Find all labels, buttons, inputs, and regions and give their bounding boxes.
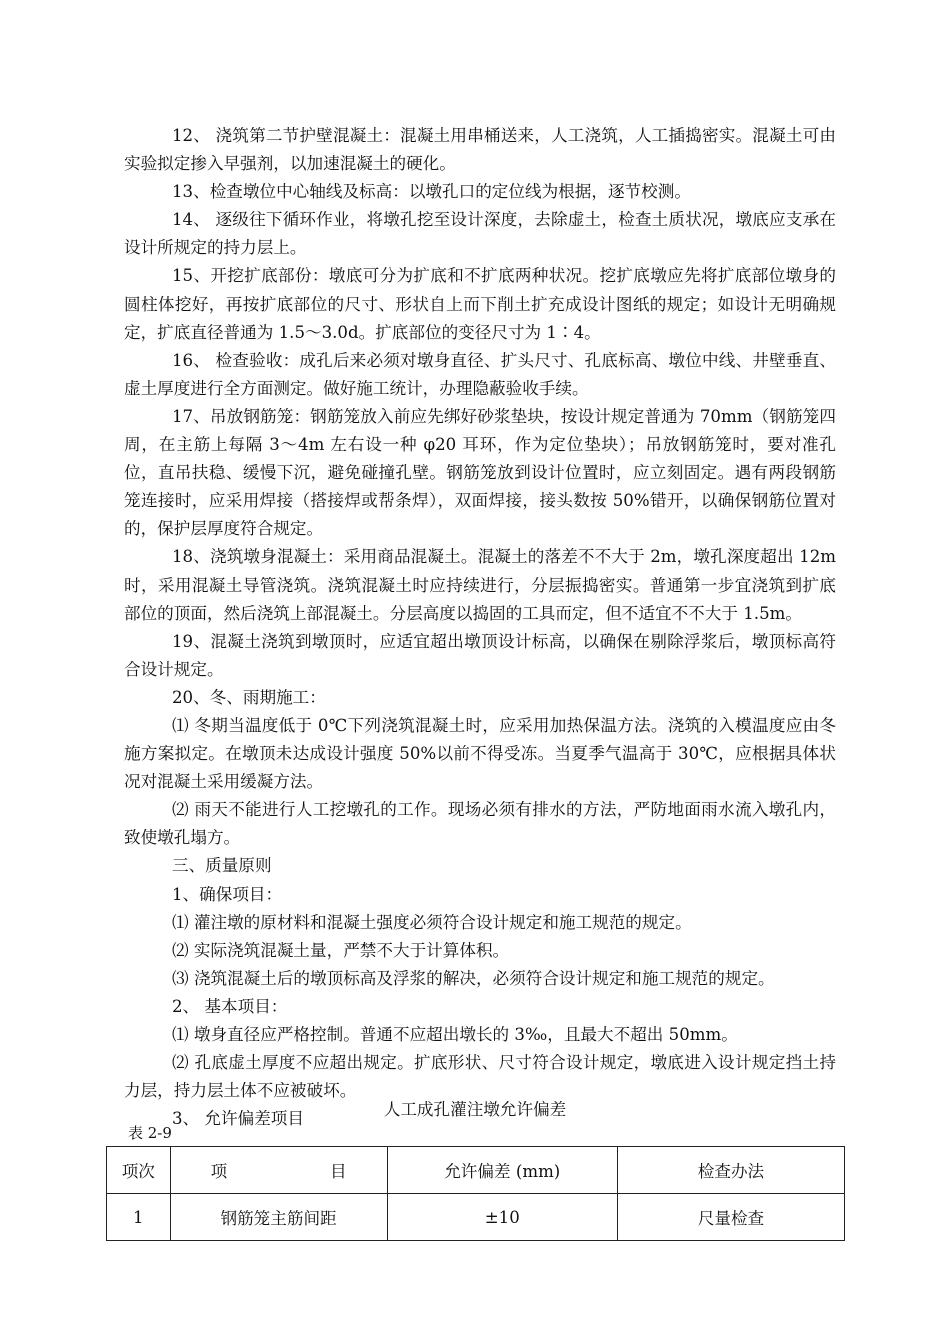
paragraph: 18、浇筑墩身混凝土：采用商品混凝土。混凝土的落差不不大于 2m，墩孔深度超出 12m 时，采用混凝土导管浇筑。浇筑混凝土时应持续进行，分层振捣密实。普通第一步宜浇筑到扩底部位的顶面，然后浇筑上部混凝土。分层高度以捣固的工具而定，但不适宜不不大于 1.5m。 (124, 547, 836, 623)
table-caption: 人工成孔灌注墩允许偏差 (383, 1100, 567, 1119)
header-item-part1: 项 (210, 1162, 228, 1181)
paragraph: ⑵ 雨天不能进行人工挖墩孔的工作。现场必须有排水的方法，严防地面雨水流入墩孔内，致使墩孔塌方。 (124, 800, 836, 848)
section-heading: 三、质量原则 (172, 856, 272, 876)
paragraph: ⑴ 灌注墩的原材料和混凝土强度必须符合设计规定和施工规范的规定。 (172, 912, 692, 932)
paragraph: 17、吊放钢筋笼：钢筋笼放入前应先绑好砂浆垫块，按设计规定普通为 70mm（钢筋笼四周，在主筋上每隔 3～4m 左右设一种 φ20 耳环，作为定位垫块）；吊放钢筋笼时，要对准孔位，直吊扶稳、缓慢下沉，避免碰撞孔壁。钢筋笼放到设计位置时，应立刻固定。遇有两段钢筋笼连接时，应采用焊接（搭接焊或帮条焊），双面焊接，接头数按 50%错开，以确保钢筋位置对的，保护层厚度符合规定。 (124, 406, 836, 539)
body-text (124, 122, 836, 1133)
cell-method: 尺量检查 (617, 1194, 844, 1241)
table-header-row (107, 1147, 845, 1194)
paragraph: ⑵ 实际浇筑混凝土量，严禁不大于计算体积。 (172, 940, 510, 960)
paragraph: 14、 逐级往下循环作业，将墩孔挖至设计深度，去除虚土，检查土质状况，墩底应支承在设计所规定的持力层上。 (124, 210, 836, 258)
header-item (170, 1147, 387, 1194)
paragraph: 12、 浇筑第二节护壁混凝土：混凝土用串桶送来，人工浇筑，人工插捣密实。混凝土可由实验拟定掺入早强剂，以加速混凝土的硬化。 (124, 126, 836, 174)
subsection-heading: 1、确保项目： (172, 884, 283, 904)
paragraph: ⑴ 冬期当温度低于 0℃下列浇筑混凝土时，应采用加热保温方法。浇筑的入模温度应由冬施方案拟定。在墩顶未达成设计强度 50%以前不得受冻。当夏季气温高于 30℃，应根据具体状况对混凝土采用缓凝方法。 (124, 715, 836, 792)
tolerance-table (106, 1146, 845, 1241)
header-item-part2: 目 (330, 1162, 347, 1181)
header-tolerance: 允许偏差 (mm) (387, 1147, 617, 1194)
paragraph: 19、混凝土浇筑到墩顶时，应适宜超出墩顶设计标高，以确保在剔除浮浆后，墩顶标高符合设计规定。 (124, 631, 836, 679)
paragraph: 20、冬、雨期施工： (172, 687, 326, 707)
paragraph: 16、 检查验收：成孔后来必须对墩身直径、扩头尺寸、孔底标高、墩位中线、井壁垂直、虚土厚度进行全方面测定。做好施工统计，办理隐蔽验收手续。 (124, 350, 836, 398)
cell-item: 钢筋笼主筋间距 (170, 1194, 387, 1241)
cell-item-no: 1 (107, 1194, 171, 1241)
paragraph: 13、检查墩位中心轴线及标高：以墩孔口的定位线为根据，逐节校测。 (172, 182, 691, 202)
header-item-no: 项次 (107, 1147, 171, 1194)
header-method: 检查办法 (617, 1147, 844, 1194)
paragraph: ⑶ 浇筑混凝土后的墩顶标高及浮浆的解决，必须符合设计规定和施工规范的规定。 (172, 968, 775, 988)
table-label: 表 2-9 (128, 1124, 172, 1142)
paragraph: 15、开挖扩底部份：墩底可分为扩底和不扩底两种状况。挖扩底墩应先将扩底部位墩身的圆柱体挖好，再按扩底部位的尺寸、形状自上而下削土扩充成设计图纸的规定；如设计无明确规定，扩底直径普通为 1.5～3.0d。扩底部位的变径尺寸为 1∶4。 (124, 266, 836, 342)
cell-tolerance: ±10 (387, 1194, 617, 1241)
subsection-heading: 2、 基本项目： (172, 996, 288, 1016)
table-row (107, 1194, 845, 1241)
subsection-heading: 3、 允许偏差项目 (172, 1109, 304, 1129)
paragraph: ⑵ 孔底虚土厚度不应超出规定。扩底形状、尺寸符合设计规定，墩底进入设计规定挡土持力层，持力层土体不应被破坏。 (124, 1053, 836, 1101)
paragraph: ⑴ 墩身直径应严格控制。普通不应超出墩长的 3‰，且最大不超出 50mm。 (172, 1025, 738, 1044)
